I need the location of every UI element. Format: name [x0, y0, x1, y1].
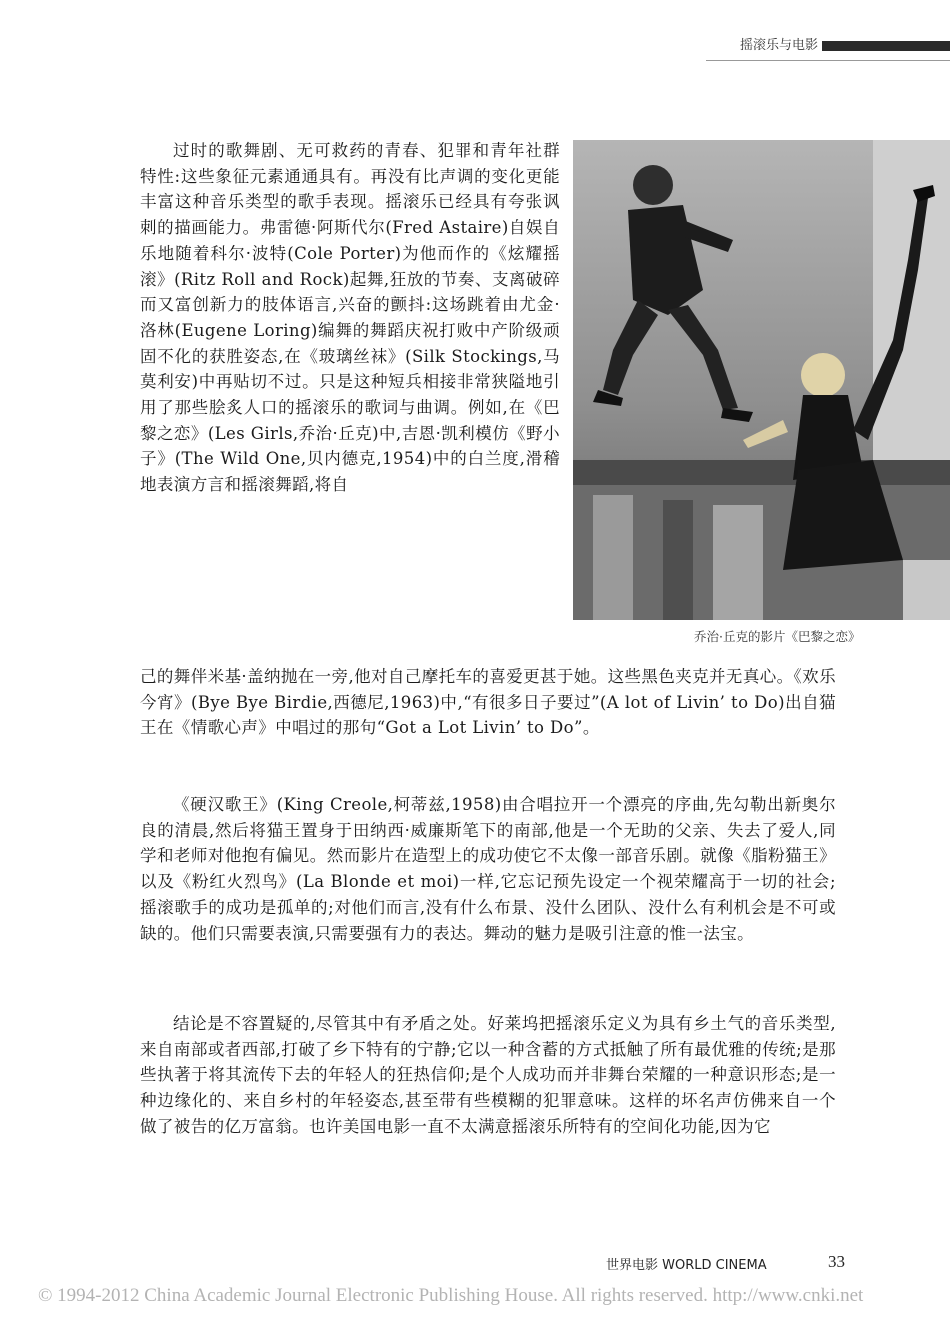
running-header-title: 摇滚乐与电影 [739, 38, 818, 53]
copyright-watermark: © 1994-2012 China Academic Journal Electronic Publishing House. All rights reserved. http://www.cnki.net [38, 1285, 864, 1306]
header-bar [822, 41, 950, 51]
paragraph-1-top: 过时的歌舞剧、无可救药的青春、犯罪和青年社群特性:这些象征元素通通具有。再没有比声调的变化更能丰富这种音乐类型的歌手表现。摇滚乐已经具有夸张讽刺的描画能力。弗雷德·阿斯代尔(Fred Astaire)自娱自乐地随着科尔·波特(Cole Porter)为他而作的《炫耀摇滚》(Ritz Roll and Rock)起舞,狂放的节奏、支离破碎而又富创新力的肢体语言,兴奋的颤抖:这场跳着由尤金·洛林(Eugene Loring)编舞的舞蹈庆祝打败中产阶级顽固不化的获胜姿态,在《玻璃丝袜》(Silk Stockings,马莫利安)中再贴切不过。只是这种短兵相接非常狭隘地引用了那些脍炙人口的摇滚乐的歌词与曲调。例如,在《巴黎之恋》(Les Girls,乔治·丘克)中,吉恩·凯利模仿《野小子》(The Wild One,贝内德克,1954)中的白兰度,滑稽地表演方言和摇滚舞蹈,将自 [140, 141, 560, 495]
page-number: 33 [828, 1252, 845, 1271]
page-footer [606, 1254, 856, 1272]
footer-journal-name: 世界电影 WORLD CINEMA [606, 1258, 767, 1273]
header-rule [706, 60, 950, 61]
paragraph-3: 结论是不容置疑的,尽管其中有矛盾之处。好莱坞把摇滚乐定义为具有乡土气的音乐类型,来自南部或者西部,打破了乡下特有的宁静;它以一种含蓄的方式抵触了所有最优雅的传统;是那些执著于将其流传下去的年轻人的狂热信仰;是个人成功而并非舞台荣耀的一种意识形态;是一种边缘化的、来自乡村的年轻姿态,甚至带有些模糊的犯罪意味。这样的坏名声仿佛来自一个做了被告的亿万富翁。也许美国电影一直不太满意摇滚乐所特有的空间化功能,因为它 [140, 1014, 836, 1136]
paragraph-1-bottom: 己的舞伴米基·盖纳抛在一旁,他对自己摩托车的喜爱更甚于她。这些黑色夹克并无真心。《欢乐今宵》(Bye Bye Birdie,西德尼,1963)中,“有很多日子要过”(A lot of Livin’ to Do)出自猫王在《情歌心声》中唱过的那句“Got a Lot Livin’ to Do”。 [140, 667, 836, 738]
running-header [0, 38, 950, 54]
paragraph-2: 《硬汉歌王》(King Creole,柯蒂兹,1958)由合唱拉开一个漂亮的序曲,先勾勒出新奥尔良的清晨,然后将猫王置身于田纳西·威廉斯笔下的南部,他是一个无助的父亲、失去了爱人,同学和老师对他抱有偏见。然而影片在造型上的成功使它不太像一部音乐剧。就像《脂粉猫王》以及《粉红火烈鸟》(La Blonde et moi)一样,它忘记预先设定一个视荣耀高于一切的社会;摇滚歌手的成功是孤单的;对他们而言,没有什么布景、没什么团队、没什么有利机会是不可或缺的。他们只需要表演,只需要强有力的表达。舞动的魅力是吸引注意的惟一法宝。 [140, 795, 836, 943]
figure-caption: 乔治·丘克的影片《巴黎之恋》 [694, 629, 861, 644]
photo-illustration [573, 140, 950, 620]
film-still-photo [573, 140, 950, 620]
